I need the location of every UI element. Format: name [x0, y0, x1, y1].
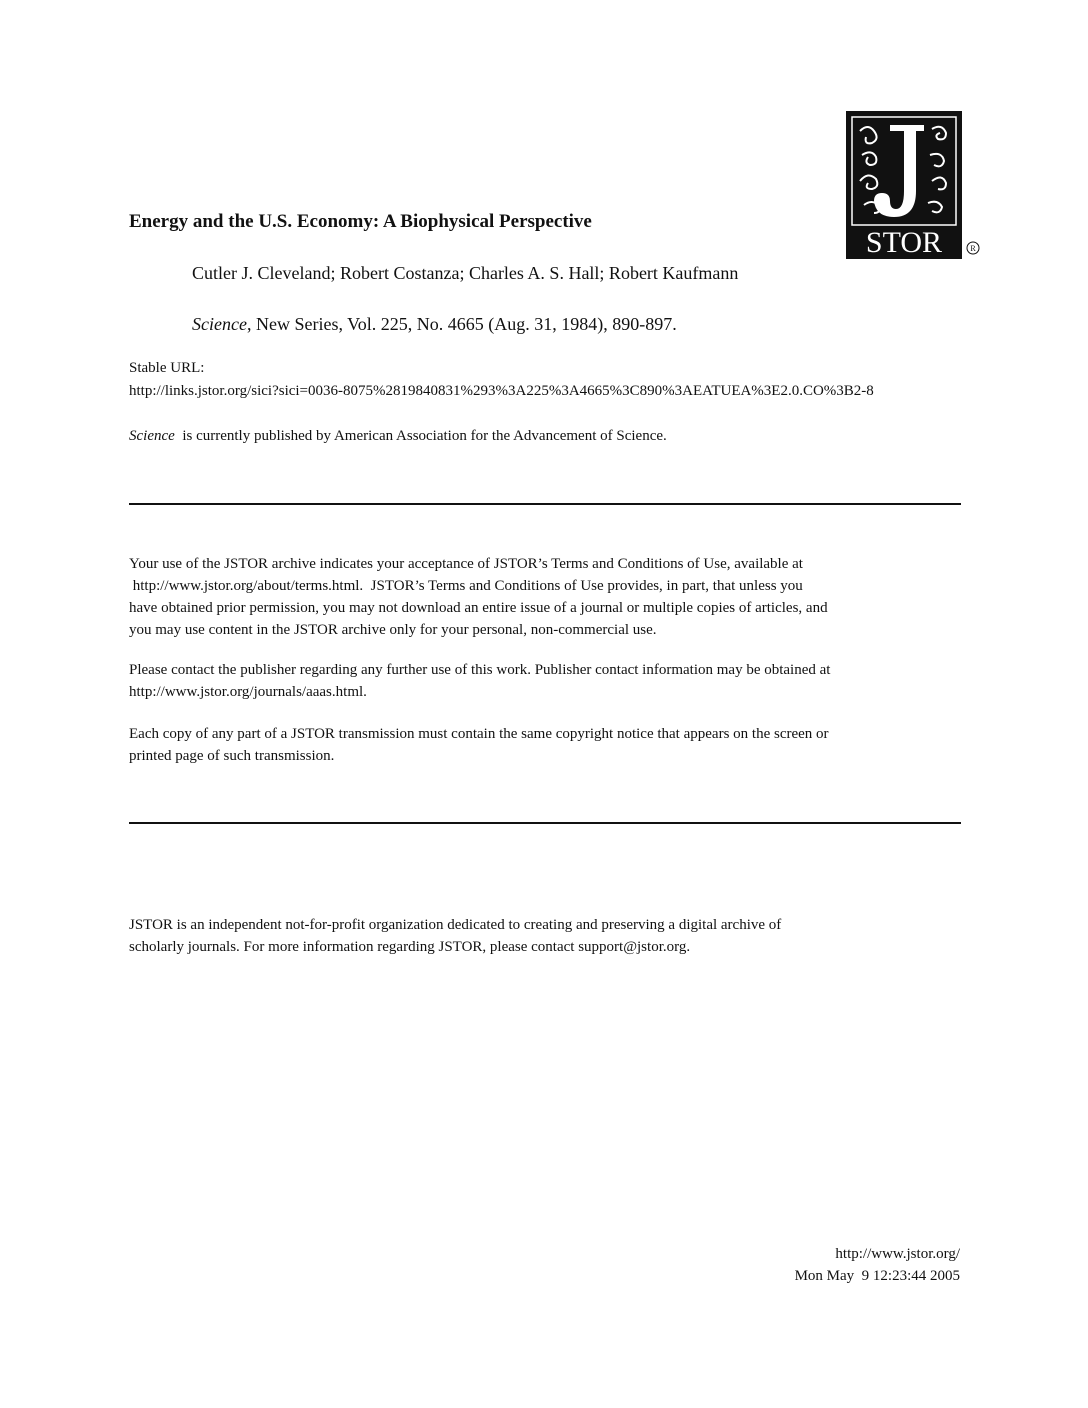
- terms-line: Each copy of any part of a JSTOR transmission must contain the same copyright notice that appears on the screen or: [129, 726, 829, 742]
- footer: [795, 1243, 960, 1287]
- footer-timestamp: Mon May 9 12:23:44 2005: [794, 1268, 960, 1284]
- terms-line: Please contact the publisher regarding any further use of this work. Publisher contact information may be obtained at: [129, 662, 831, 678]
- terms-paragraph-1: [129, 553, 969, 641]
- footer-url: http://www.jstor.org/: [835, 1246, 960, 1262]
- article-citation: [192, 314, 677, 335]
- terms-line: Your use of the JSTOR archive indicates your acceptance of JSTOR’s Terms and Conditions of Use, available at: [129, 556, 803, 572]
- about-line: scholarly journals. For more information regarding JSTOR, please contact support@jstor.org.: [129, 939, 691, 955]
- publisher-text: is currently published by American Association for the Advancement of Science.: [174, 428, 667, 444]
- terms-line: http://www.jstor.org/journals/aaas.html.: [129, 684, 367, 700]
- terms-paragraph-2: [129, 659, 969, 703]
- article-authors: Cutler J. Cleveland; Robert Costanza; Charles A. S. Hall; Robert Kaufmann: [192, 263, 739, 283]
- journal-name: Science: [192, 314, 247, 334]
- terms-paragraph-3: [129, 723, 969, 767]
- publisher-journal-name: Science: [129, 428, 175, 444]
- svg-text:STOR: STOR: [865, 226, 943, 259]
- divider-top: [129, 503, 961, 505]
- stable-url-label: Stable URL:: [129, 360, 205, 376]
- terms-line: printed page of such transmission.: [129, 748, 335, 764]
- svg-text:R: R: [970, 244, 976, 253]
- jstor-logo-icon: [846, 111, 962, 259]
- terms-line: http://www.jstor.org/about/terms.html. JSTOR’s Terms and Conditions of Use provides, in part, that unless you: [129, 578, 803, 594]
- divider-bottom: [129, 822, 961, 824]
- about-line: JSTOR is an independent not-for-profit organization dedicated to creating and preserving a digital archive of: [129, 917, 782, 933]
- terms-line: you may use content in the JSTOR archive only for your personal, non-commercial use.: [129, 622, 657, 638]
- about-jstor: [129, 914, 969, 958]
- article-title: Energy and the U.S. Economy: A Biophysical Perspective: [129, 211, 592, 232]
- registered-mark-icon: [966, 241, 980, 255]
- citation-details: , New Series, Vol. 225, No. 4665 (Aug. 31, 1984), 890-897.: [246, 314, 677, 334]
- publisher-note: [129, 428, 667, 445]
- terms-line: have obtained prior permission, you may not download an entire issue of a journal or multiple copies of articles, and: [129, 600, 828, 616]
- stable-url-link[interactable]: http://links.jstor.org/sici?sici=0036-8075%2819840831%293%3A225%3A4665%3C890%3AEATUEA%3E2.0.CO%3B2-8: [129, 383, 874, 399]
